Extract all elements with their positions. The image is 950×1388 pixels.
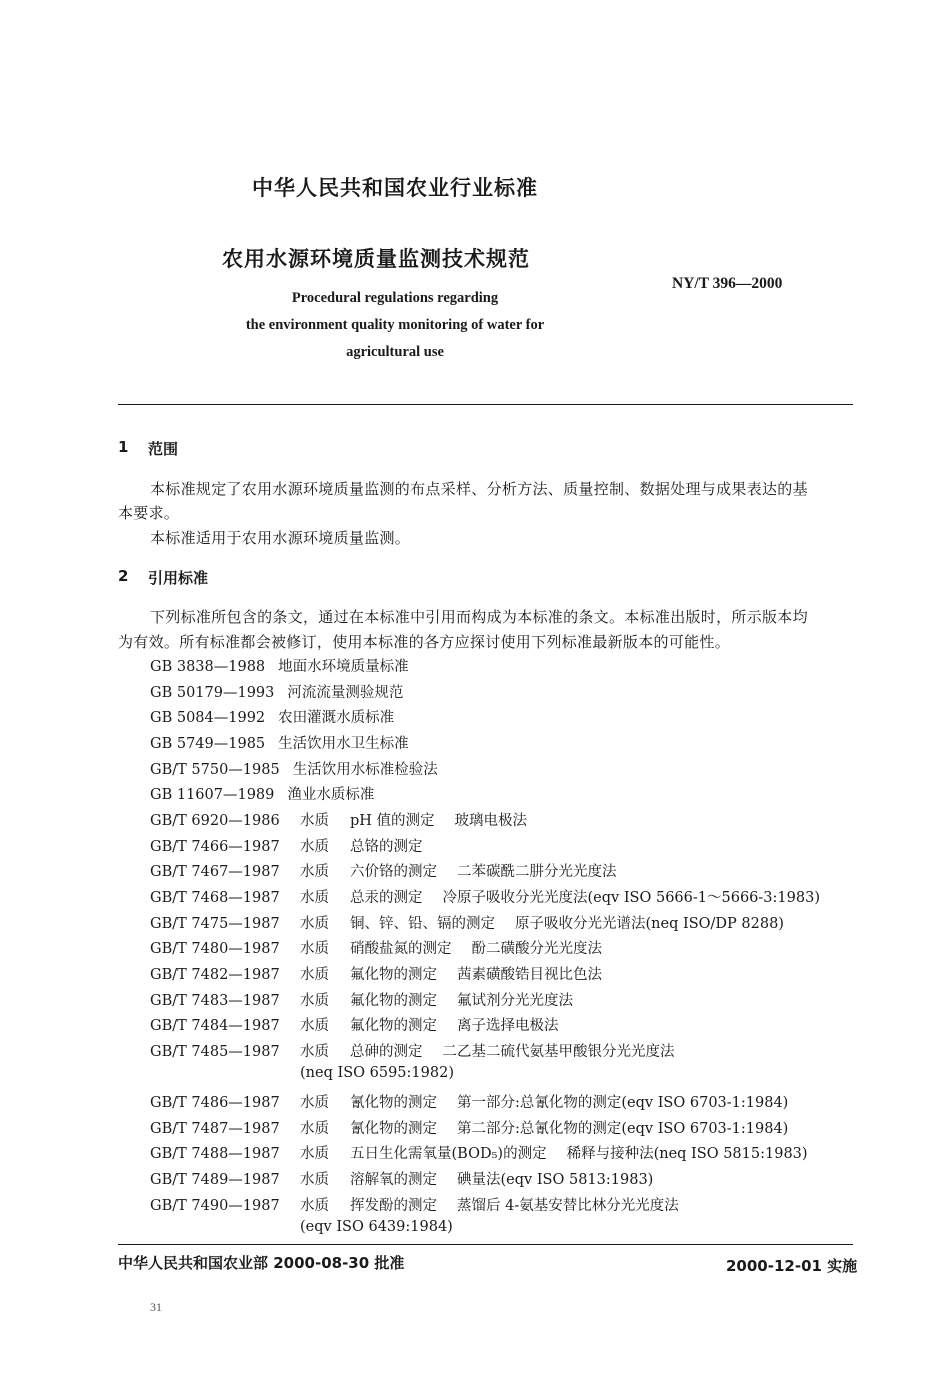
reference-subject: 铜、锌、铅、镉的测定: [350, 915, 495, 932]
reference-code: GB 50179—1993: [150, 684, 275, 701]
section-1-para-1-line-1: 本标准规定了农用水源环境质量监测的布点采样、分析方法、质量控制、数据处理与成果表达的基: [150, 480, 808, 498]
reference-code: GB/T 7467—1987: [150, 864, 280, 881]
reference-code: GB/T 7484—1987: [150, 1018, 280, 1035]
reference-title: 水质: [300, 966, 329, 983]
english-title-line-1: Procedural regulations regarding: [291, 290, 499, 306]
reference-method: 茜素磺酸锆目视比色法: [457, 966, 602, 983]
reference-code: GB/T 7468—1987: [150, 889, 280, 906]
reference-item: [150, 1091, 788, 1112]
reference-subject: 总铬的测定: [350, 838, 423, 855]
reference-title: 生活饮用水卫生标准: [278, 736, 409, 752]
reference-method: 原子吸收分光光谱法(neq ISO/DP 8288): [515, 915, 784, 932]
reference-code: GB/T 7489—1987: [150, 1172, 280, 1188]
reference-subject: 总汞的测定: [350, 889, 423, 906]
reference-title: 水质: [300, 838, 329, 855]
doc-title: 农用水源环境质量监测技术规范: [222, 247, 530, 271]
reference-item: [150, 783, 374, 804]
reference-title: 渔业水质标准: [287, 787, 375, 804]
reference-item: [150, 886, 820, 907]
header-rule: [118, 404, 853, 405]
reference-subject: 挥发酚的测定: [350, 1197, 437, 1214]
reference-subject: 溶解氧的测定: [350, 1172, 437, 1188]
std-number: NY/T 396—2000: [672, 275, 783, 292]
reference-item: [150, 1194, 679, 1215]
reference-subject: 氟化物的测定: [350, 966, 437, 983]
reference-code: GB/T 7483—1987: [150, 992, 280, 1009]
reference-title: 水质: [300, 1197, 329, 1214]
section-1-para-2: 本标准适用于农用水源环境质量监测。: [150, 529, 411, 547]
reference-method: 离子选择电极法: [457, 1018, 559, 1035]
reference-subject: 氟化物的测定: [350, 992, 437, 1009]
english-title-line-3: agricultural use: [346, 344, 444, 360]
reference-item: [150, 706, 394, 727]
reference-code: GB/T 7487—1987: [150, 1120, 280, 1137]
reference-item: [150, 1168, 653, 1189]
reference-code: GB/T 7480—1987: [150, 941, 280, 958]
reference-method: 第一部分:总氰化物的测定(eqv ISO 6703-1:1984): [457, 1095, 789, 1111]
section-1-para-1-line-2: 本要求。: [118, 504, 180, 522]
reference-item: [300, 1065, 454, 1081]
reference-item: [300, 1219, 453, 1235]
reference-title: 水质: [300, 1095, 329, 1111]
reference-code: GB/T 7488—1987: [150, 1146, 280, 1163]
reference-item: [150, 809, 527, 830]
reference-title: 水质: [300, 941, 329, 958]
footer-rule: [118, 1244, 853, 1245]
reference-subject: 硝酸盐氮的测定: [350, 941, 452, 958]
reference-title: 水质: [300, 992, 329, 1009]
reference-title: 水质: [300, 1043, 329, 1060]
reference-code: GB/T 6920—1986: [150, 812, 280, 829]
reference-item: [150, 835, 443, 856]
section-2-heading: 引用标准: [148, 569, 209, 587]
approval-line: 中华人民共和国农业部 2000-08-30 批准: [118, 1254, 405, 1272]
reference-subject: 氰化物的测定: [350, 1120, 437, 1137]
reference-title: 水质: [300, 864, 329, 881]
reference-method: 酚二磺酸分光光度法: [471, 941, 602, 958]
reference-title: 水质: [300, 889, 329, 906]
reference-item: [150, 1014, 559, 1035]
reference-subject: 六价铬的测定: [350, 864, 437, 881]
reference-code: GB/T 7475—1987: [150, 915, 280, 932]
reference-item: [150, 758, 438, 779]
reference-item: [150, 937, 602, 958]
reference-code: GB 5084—1992: [150, 710, 266, 727]
section-1-heading: 范围: [148, 440, 179, 458]
reference-item: [150, 860, 617, 881]
reference-item: [150, 963, 602, 984]
reference-item: [150, 912, 784, 933]
reference-title: 水质: [300, 1172, 329, 1188]
reference-method: 第二部分:总氰化物的测定(eqv ISO 6703-1:1984): [457, 1120, 789, 1137]
reference-title: 水质: [300, 1146, 329, 1163]
section-2-number: 2: [118, 567, 129, 585]
reference-title: (neq ISO 6595:1982): [300, 1065, 454, 1082]
reference-method: 二苯碳酰二肼分光光度法: [457, 864, 617, 881]
reference-subject: 五日生化需氧量(BOD₅)的测定: [350, 1146, 547, 1163]
reference-subject: 总砷的测定: [350, 1043, 423, 1060]
reference-method: 稀释与接种法(neq ISO 5815:1983): [566, 1146, 808, 1163]
reference-code: GB/T 7466—1987: [150, 838, 280, 855]
reference-code: GB/T 5750—1985: [150, 761, 280, 778]
reference-title: 河流流量测验规范: [287, 684, 404, 701]
reference-method: 碘量法(eqv ISO 5813:1983): [457, 1172, 654, 1188]
reference-item: [150, 1040, 675, 1061]
reference-code: GB 3838—1988: [150, 659, 266, 675]
reference-item: [150, 681, 403, 702]
reference-title: 水质: [300, 812, 329, 829]
org-title: 中华人民共和国农业行业标准: [252, 176, 538, 200]
reference-item: [150, 1117, 788, 1138]
reference-subject: 氟化物的测定: [350, 1018, 437, 1035]
reference-title: 水质: [300, 1018, 329, 1035]
reference-item: [150, 989, 573, 1010]
reference-code: GB 5749—1985: [150, 736, 266, 752]
reference-title: (eqv ISO 6439:1984): [300, 1219, 453, 1236]
reference-subject: 氰化物的测定: [350, 1095, 437, 1111]
english-title-line-2: the environment quality monitoring of water for: [245, 317, 545, 333]
section-2-para-line-2: 为有效。所有标准都会被修订，使用本标准的各方应探讨使用下列标准最新版本的可能性。: [118, 633, 731, 651]
reference-code: GB 11607—1989: [150, 787, 275, 804]
page-number: 31: [150, 1300, 162, 1314]
section-2-para-line-1: 下列标准所包含的条文，通过在本标准中引用而构成为本标准的条文。本标准出版时，所示版本均: [150, 608, 808, 626]
reference-title: 生活饮用水标准检验法: [292, 761, 438, 778]
reference-item: [150, 732, 409, 753]
reference-item: [150, 1142, 808, 1163]
section-1-number: 1: [118, 438, 129, 456]
reference-method: 氟试剂分光光度法: [457, 992, 573, 1009]
reference-method: 蒸馏后 4-氨基安替比林分光光度法: [457, 1197, 679, 1214]
reference-method: 二乙基二硫代氨基甲酸银分光光度法: [442, 1043, 675, 1060]
reference-method: 冷原子吸收分光光度法(eqv ISO 5666-1～5666-3:1983): [442, 889, 820, 906]
reference-title: 水质: [300, 1120, 329, 1137]
reference-title: 农田灌溉水质标准: [278, 710, 395, 727]
reference-code: GB/T 7490—1987: [150, 1197, 280, 1214]
reference-code: GB/T 7485—1987: [150, 1043, 280, 1060]
reference-title: 水质: [300, 915, 329, 932]
reference-title: 地面水环境质量标准: [278, 659, 409, 675]
reference-method: 玻璃电极法: [454, 812, 528, 829]
reference-code: GB/T 7486—1987: [150, 1095, 280, 1111]
reference-item: [150, 655, 409, 676]
reference-code: GB/T 7482—1987: [150, 966, 280, 983]
reference-subject: pH 值的测定: [350, 812, 435, 829]
effective-date: 2000-12-01 实施: [726, 1257, 858, 1275]
